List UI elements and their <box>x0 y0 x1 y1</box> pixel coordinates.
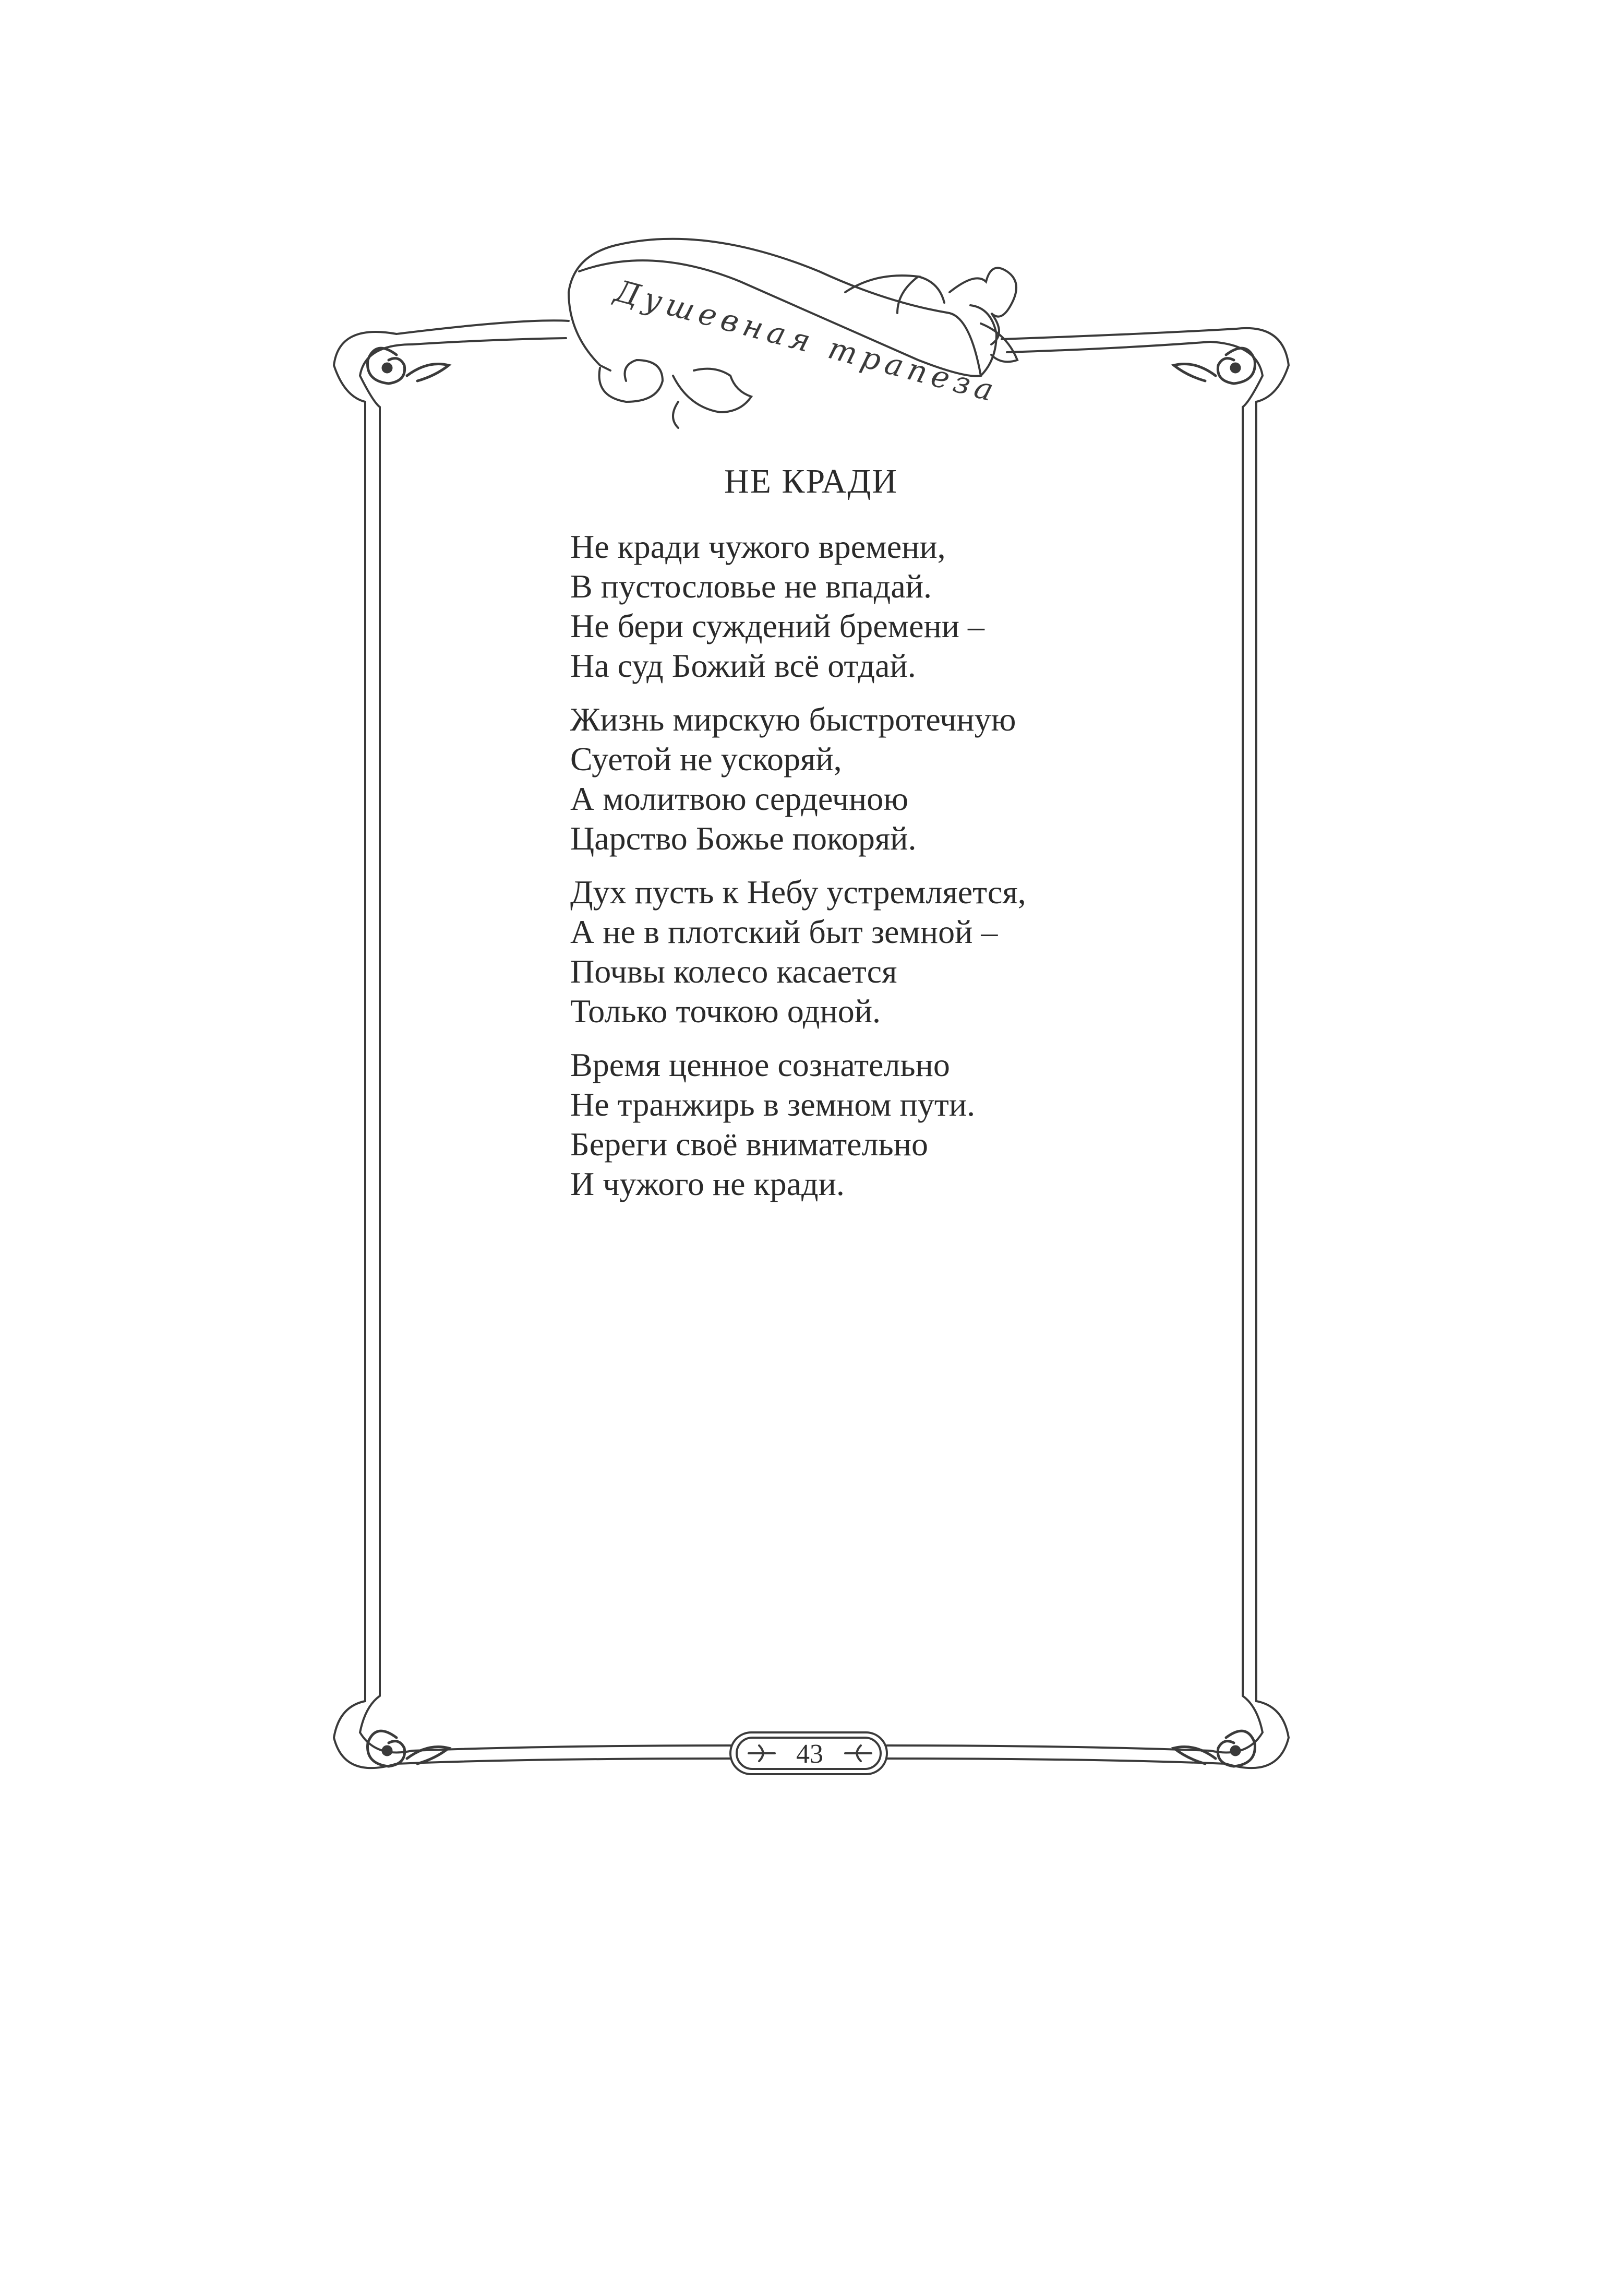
poem-line: Не кради чужого времени, <box>570 528 946 565</box>
poem-line: Почвы колесо касается <box>570 953 897 990</box>
poem-line: И чужого не кради. <box>570 1165 845 1202</box>
poem-line: Царство Божье покоряй. <box>570 820 917 857</box>
poem-line: На суд Божий всё отдай. <box>570 647 916 684</box>
poem-line: Суетой не ускоряй, <box>570 740 842 778</box>
frame-top-line <box>397 320 569 334</box>
poem-title: НЕ КРАДИ <box>724 462 898 500</box>
poem-line: В пустословье не впадай. <box>570 568 932 605</box>
poem-line: Дух пусть к Небу устремляется, <box>570 874 1026 911</box>
poem-line: Береги своё внимательно <box>570 1126 928 1163</box>
stanza <box>570 872 1248 1031</box>
corner-swirl-top-left <box>368 348 449 384</box>
banner-title: Душевная трапеза <box>611 272 1003 410</box>
poem-line: А не в плотский быт земной – <box>570 913 998 950</box>
stanza <box>570 1045 1248 1204</box>
poem-line: Не бери суждений бремени – <box>570 607 985 644</box>
stanza <box>570 527 1248 686</box>
poem-line: Жизнь мирскую быстротечную <box>570 701 1016 738</box>
frame-top-inner <box>1007 342 1210 352</box>
poem-line: А молитвою сердечною <box>570 780 908 817</box>
stanza <box>570 700 1248 858</box>
frame-top-line-right <box>1002 329 1236 339</box>
acanthus-leaf-left <box>673 369 751 412</box>
page-number: 43 <box>796 1739 823 1769</box>
poem-body <box>570 527 1248 1218</box>
poem-line: Время ценное сознательно <box>570 1046 950 1083</box>
poem-line: Не транжирь в земном пути. <box>570 1086 976 1123</box>
poem-line: Только точкою одной. <box>570 992 881 1030</box>
frame-top-inner-left <box>412 338 566 344</box>
corner-swirl-top-right <box>1174 348 1255 384</box>
acanthus-leaf-right <box>950 268 1016 344</box>
